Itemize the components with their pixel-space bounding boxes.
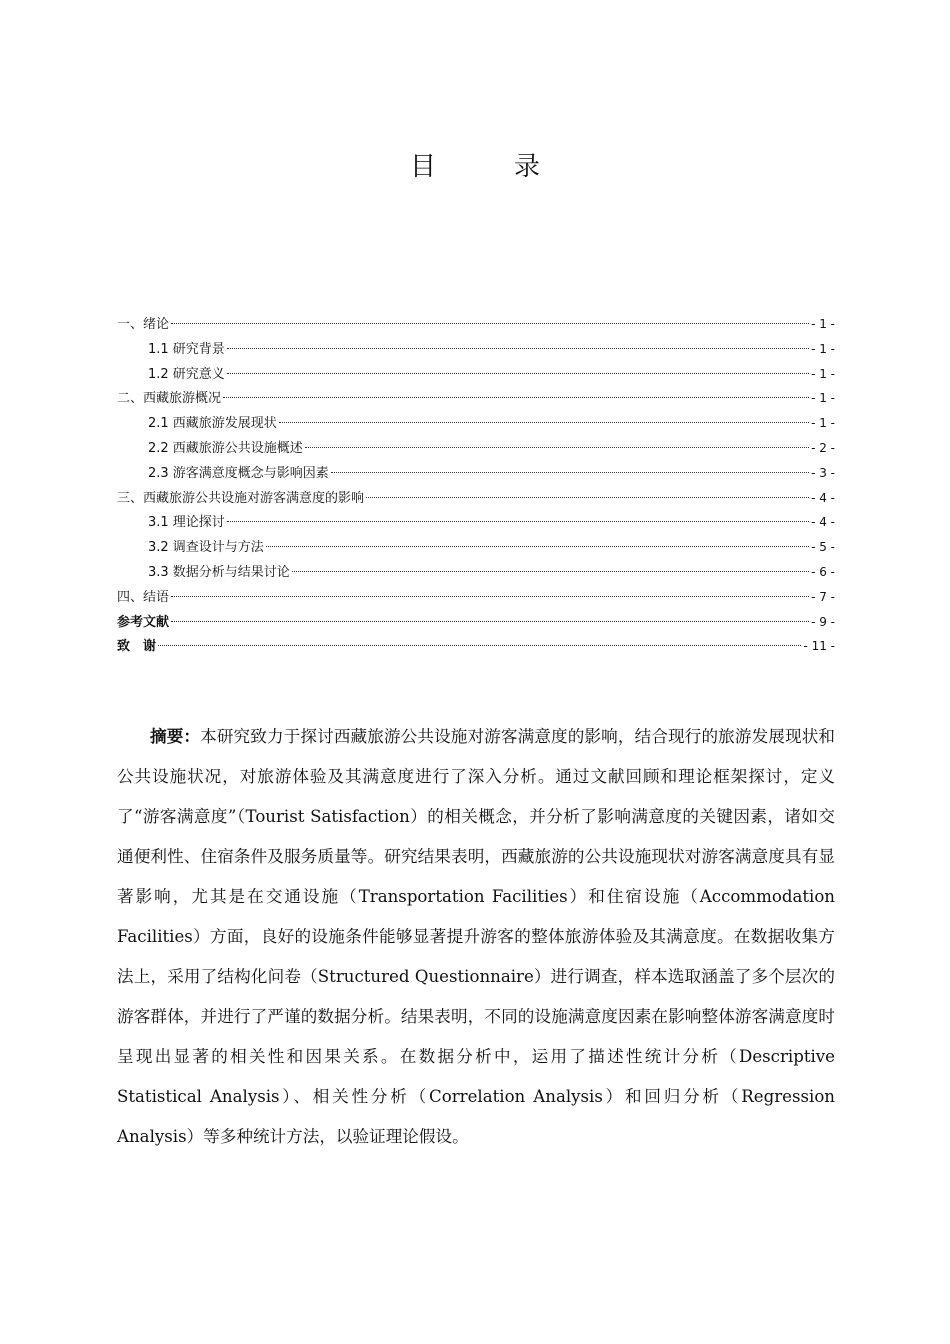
- toc-entry[interactable]: [117, 337, 835, 362]
- toc-entry-label: 参考文献: [117, 614, 170, 630]
- toc-entry-page: - 4 -: [811, 515, 835, 530]
- toc-entry-page: - 1 -: [811, 317, 835, 331]
- table-of-contents: [117, 312, 835, 659]
- toc-entry-label: 2.1 西藏旅游发展现状: [148, 416, 277, 432]
- toc-entry-label: 1.2 研究意义: [148, 366, 225, 382]
- toc-entry-label: 2.3 游客满意度概念与影响因素: [148, 465, 329, 481]
- toc-dot-leader: [227, 348, 809, 349]
- toc-dot-leader: [171, 323, 809, 324]
- toc-entry[interactable]: [117, 386, 835, 411]
- abstract-paragraph: [117, 717, 835, 1157]
- toc-entry-page: - 1 -: [811, 341, 835, 356]
- toc-entry-page: - 1 -: [811, 416, 835, 431]
- toc-entry-label: 3.2 调查设计与方法: [148, 540, 264, 556]
- toc-entry-page: - 1 -: [811, 366, 835, 381]
- toc-dot-leader: [158, 645, 801, 646]
- toc-entry-label: 致 谢: [117, 639, 157, 655]
- toc-dot-leader: [305, 447, 809, 448]
- toc-entry[interactable]: [117, 560, 835, 585]
- toc-entry-label: 一、绪论: [117, 317, 170, 332]
- toc-dot-leader: [223, 397, 809, 398]
- toc-entry[interactable]: [117, 312, 835, 337]
- toc-dot-leader: [366, 497, 809, 498]
- toc-dot-leader: [171, 621, 809, 622]
- page-title: 目 录: [409, 152, 566, 182]
- toc-entry[interactable]: [117, 486, 835, 511]
- toc-entry[interactable]: [117, 461, 835, 486]
- toc-entry-label: 1.1 研究背景: [148, 341, 225, 357]
- toc-dot-leader: [227, 373, 809, 374]
- toc-entry-page: - 2 -: [811, 440, 835, 455]
- toc-entry-label: 三、西藏旅游公共设施对游客满意度的影响: [117, 490, 365, 506]
- toc-entry-page: - 11 -: [803, 639, 835, 654]
- toc-entry[interactable]: [117, 510, 835, 535]
- toc-entry[interactable]: [117, 634, 835, 659]
- toc-entry-label: 2.2 西藏旅游公共设施概述: [148, 440, 303, 456]
- toc-entry-label: 3.3 数据分析与结果讨论: [148, 564, 290, 580]
- toc-entry-page: - 7 -: [811, 589, 835, 604]
- toc-entry-page: - 5 -: [811, 540, 835, 555]
- toc-entry[interactable]: [117, 585, 835, 610]
- toc-entry-label: 二、西藏旅游概况: [117, 391, 222, 407]
- toc-entry-page: - 9 -: [811, 614, 835, 629]
- toc-entry[interactable]: [117, 610, 835, 635]
- toc-entry[interactable]: [117, 436, 835, 461]
- toc-dot-leader: [227, 521, 809, 522]
- toc-entry[interactable]: [117, 411, 835, 436]
- toc-dot-leader: [279, 422, 809, 423]
- toc-entry-page: - 4 -: [811, 490, 835, 505]
- toc-entry-label: 四、结语: [117, 589, 170, 605]
- toc-entry-page: - 1 -: [811, 391, 835, 406]
- toc-entry-page: - 6 -: [811, 564, 835, 579]
- toc-entry-label: 3.1 理论探讨: [148, 515, 225, 531]
- toc-dot-leader: [171, 596, 809, 597]
- toc-dot-leader: [266, 546, 809, 547]
- abstract-text: 本研究致力于探讨西藏旅游公共设施对游客满意度的影响，结合现行的旅游发展现状和公共设施状况，对旅游体验及其满意度进行了深入分析。通过文献回顾和理论框架探讨，定义了“游客满意度”（Tourist Satisfaction）的相关概念，并分析了影响满意度的关键因素，诸如交通便利性、住宿条件及服务质量等。研究结果表明，西藏旅游的公共设施现状对游客满意度具有显著影响，尤其是在交通设施（Transportation Facilities）和住宿设施（Accommodation Facilities）方面，良好的设施条件能够显著提升游客的整体旅游体验及其满意度。在数据收集方法上，采用了结构化问卷（Structured Questionnaire）进行调查，样本选取涵盖了多个层次的游客群体，并进行了严谨的数据分析。结果表明，不同的设施满意度因素在影响整体游客满意度时呈现出显著的相关性和因果关系。在数据分析中，运用了描述性统计分析（Descriptive Statistical Analysis）、相关性分析（Correlation Analysis）和回归分析（Regression Analysis）等多种统计方法，以验证理论假设。: [117, 727, 836, 1146]
- toc-entry-page: - 3 -: [811, 465, 835, 480]
- toc-dot-leader: [292, 571, 809, 572]
- abstract-label: 摘要：: [150, 727, 201, 746]
- toc-entry[interactable]: [117, 535, 835, 560]
- toc-entry[interactable]: [117, 362, 835, 387]
- toc-dot-leader: [331, 472, 809, 473]
